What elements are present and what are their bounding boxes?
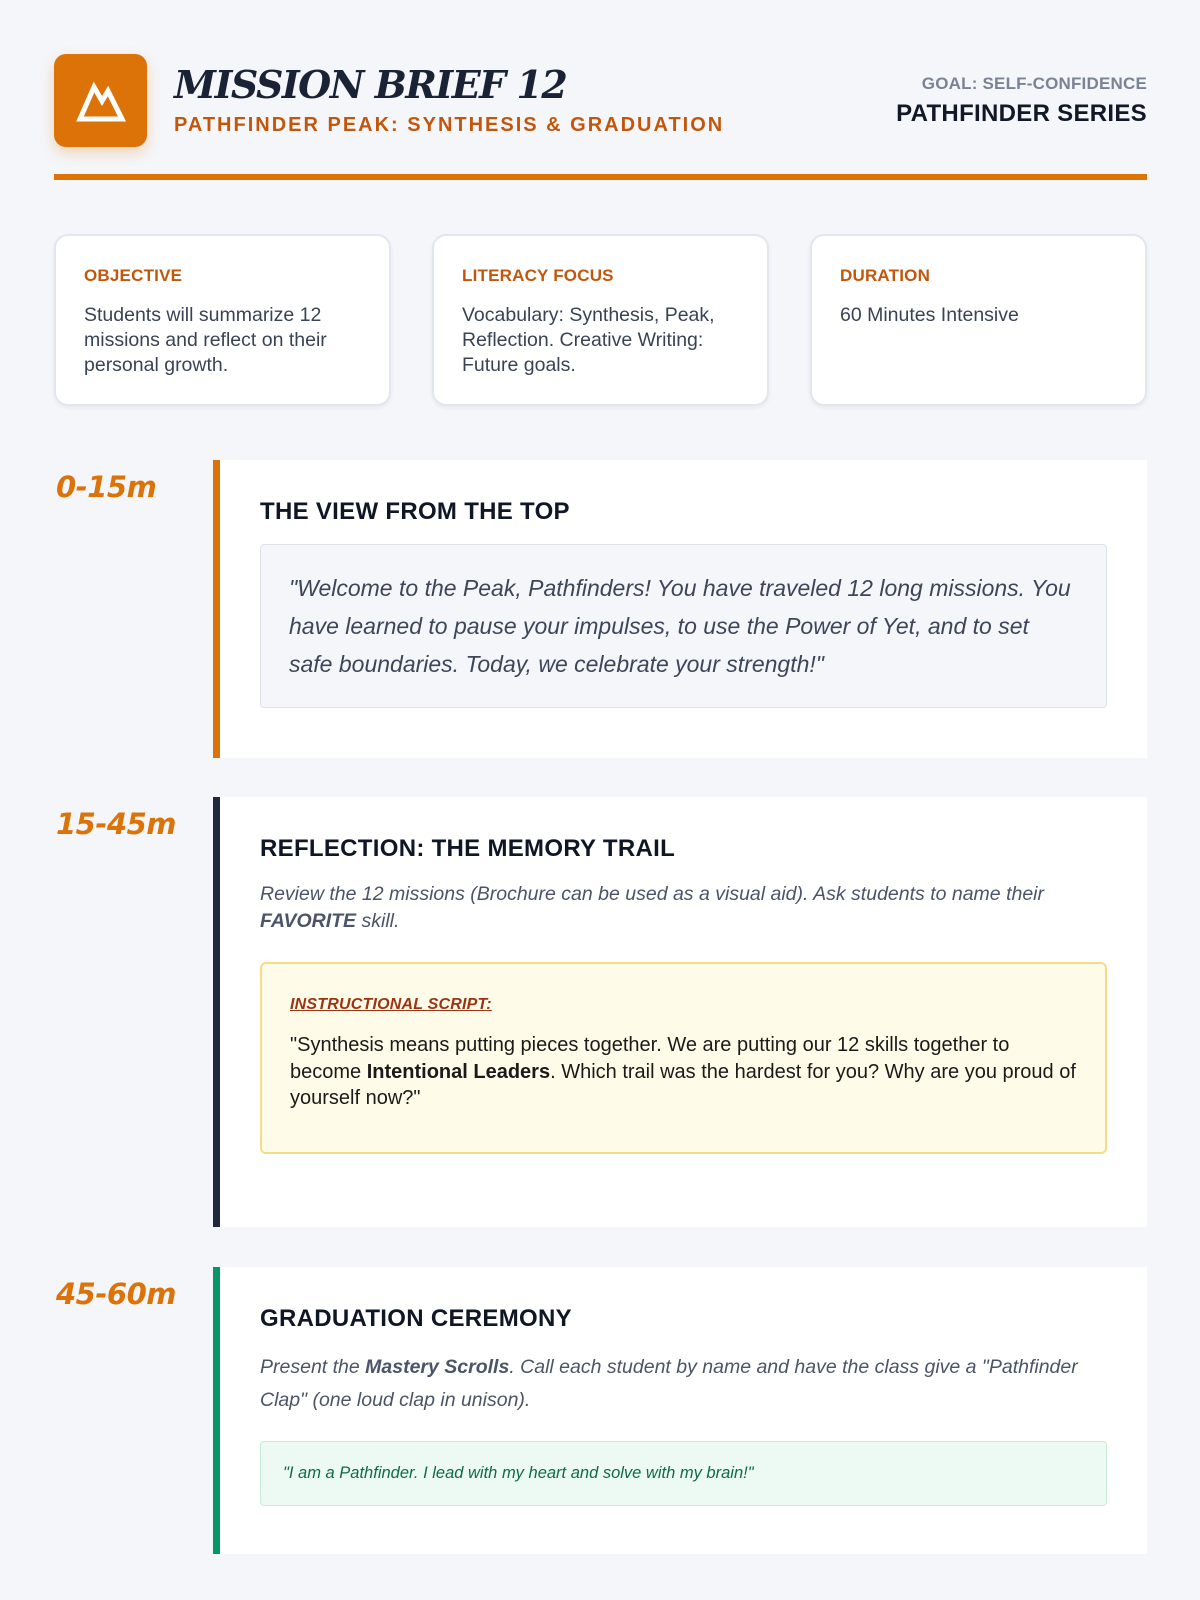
objective-card [54, 234, 391, 406]
section-graduation [213, 1267, 1147, 1554]
script-text: "Synthesis means putting pieces together. We are putting our 12 skills together to become Intentional Leaders. Which trail was the hardest for you? Why are you proud of yourself now?" [290, 1034, 1076, 1109]
page-header [54, 54, 1147, 180]
section-description: Review the 12 missions (Brochure can be used as a visual aid). Ask students to name their FAVORITE skill. [260, 883, 1044, 932]
opening-quote: "Welcome to the Peak, Pathfinders! You have traveled 12 long missions. You have learned to pause your impulses, to use the Power of Yet, and to set safe boundaries. Today, we celebrate your strength!" [260, 544, 1107, 708]
card-label: LITERACY FOCUS [462, 266, 614, 285]
instructional-script [260, 962, 1107, 1154]
section-memory-trail [213, 797, 1147, 1227]
card-text: 60 Minutes Intensive [840, 304, 1019, 326]
card-text: Students will summarize 12 missions and reflect on their personal growth. [84, 304, 327, 376]
section-view-from-top [213, 460, 1147, 758]
time-label: 0-15m [56, 470, 157, 504]
section-title: REFLECTION: THE MEMORY TRAIL [260, 835, 676, 862]
duration-card [810, 234, 1147, 406]
goal-label: GOAL: SELF-CONFIDENCE [921, 74, 1147, 93]
section-title: GRADUATION CEREMONY [260, 1305, 572, 1332]
series-label: PATHFINDER SERIES [896, 100, 1147, 127]
script-label: INSTRUCTIONAL SCRIPT: [290, 996, 492, 1013]
page-title: MISSION BRIEF 12 [174, 62, 567, 107]
pathfinder-mantra: "I am a Pathfinder. I lead with my heart and solve with my brain!" [260, 1441, 1107, 1506]
card-text: Vocabulary: Synthesis, Peak, Reflection. Creative Writing: Future goals. [462, 304, 715, 376]
time-label: 45-60m [56, 1277, 176, 1311]
literacy-focus-card [432, 234, 769, 406]
section-description: Present the Mastery Scrolls. Call each student by name and have the class give a "Pathfinder Clap" (one loud clap in unison). [260, 1356, 1078, 1411]
logo-badge [54, 54, 147, 147]
card-label: OBJECTIVE [84, 266, 183, 285]
mountain-icon [74, 79, 128, 123]
info-cards [54, 234, 1147, 406]
page-subtitle: PATHFINDER PEAK: SYNTHESIS & GRADUATION [174, 114, 725, 136]
time-label: 15-45m [56, 807, 176, 841]
card-label: DURATION [840, 266, 931, 285]
section-title: THE VIEW FROM THE TOP [260, 498, 570, 525]
